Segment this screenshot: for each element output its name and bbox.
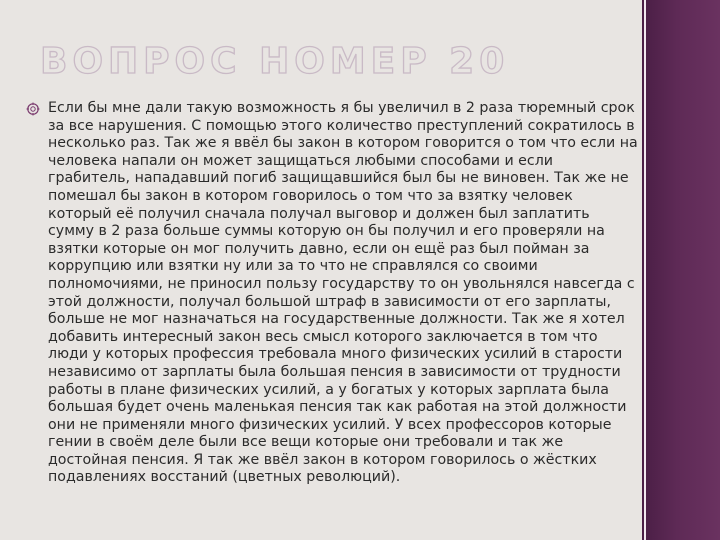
slide-title: ВОПРОС НОМЕР 20	[40, 41, 510, 82]
body-text: Если бы мне дали такую возможность я бы увеличил в 2 раза тюремный срок за все нарушения. С помощью этого количество преступлений сократилось в несколько раз. Так же я ввёл бы закон в котором говорится о том что если на человека напали он может защищаться любыми способами и если грабитель, нападавший погиб защищавшийся был бы не виновен. Так же не помешал бы закон в котором говорилось о том что за взятку человек который её получил сначала получал выговор и должен был заплатить сумму в 2 раза больше суммы которую он бы получил и его проверяли на взятки которые он мог получить давно, если он ещё раз был пойман за коррупцию или взятки ну или за то что не справлялся со своими полномочиями, не приносил пользу государству то он увольнялся навсегда с этой должности, получал большой штраф в зависимости от его зарплаты, больше не мог назначаться на государственные должности. Так же я хотел добавить интересный закон весь смысл которого заключается в том что люди у которых профессия требовала много физических усилий в старости независимо от зарплаты была большая пенсия в зависимости от трудности работы в плане физических усилий, а у богатых у которых зарплата была большая будет очень маленькая пенсия так как работая на этой должности они не применяли много физических усилий. У всех профессоров которые гении в своём деле были все вещи которые они требовали и так же достойная пенсия. Я так же ввёл закон в котором говорилось о жёстких подавлениях восстаний (цветных революций).	[48, 100, 638, 486]
side-decorative-band	[642, 0, 720, 540]
bullet-icon	[26, 102, 40, 116]
side-divider-line	[644, 0, 646, 540]
